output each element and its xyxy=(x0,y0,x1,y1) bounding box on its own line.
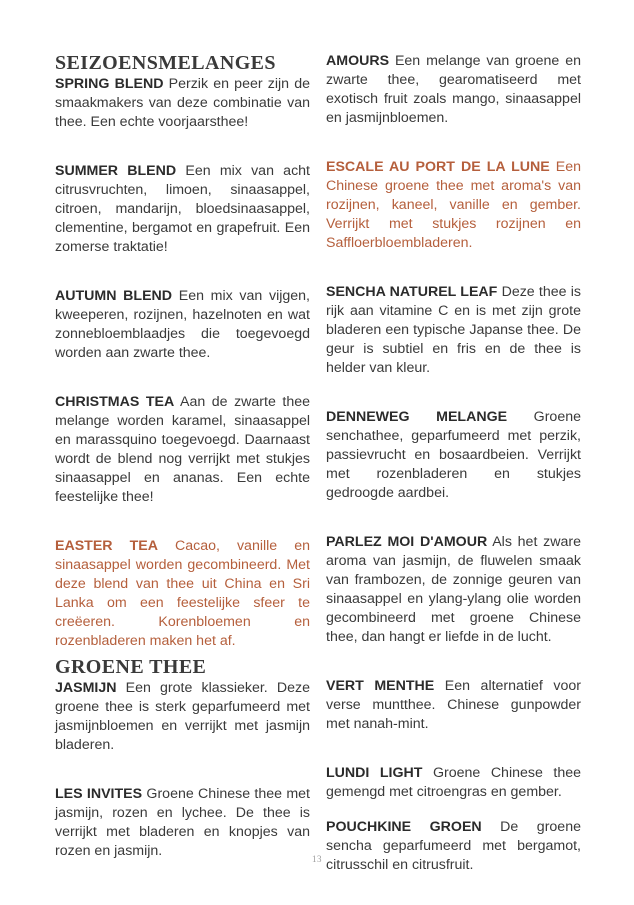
tea-name: ESCALE AU PORT DE LA LUNE xyxy=(326,159,550,175)
section-title-seizoensmelanges: SEIZOENSMELANGES xyxy=(55,52,276,74)
tea-entry-spring-blend xyxy=(55,75,310,132)
section-title-groene-thee: GROENE THEE xyxy=(55,656,207,678)
tea-name: AMOURS xyxy=(326,53,390,69)
tea-entry-denneweg-melange xyxy=(326,408,581,503)
left-column xyxy=(55,52,310,891)
tea-name: SUMMER BLEND xyxy=(55,163,177,179)
tea-name: SPRING BLEND xyxy=(55,76,164,92)
tea-entry-amours xyxy=(326,52,581,128)
tea-description: Een mix van vijgen, kweeperen, rozijnen, hazelnoten en wat zonnebloemblaadjes die toegevoegd worden aan zwarte thee. xyxy=(55,288,310,361)
tea-name: CHRISTMAS TEA xyxy=(55,394,175,410)
tea-description: Deze thee is rijk aan vitamine C en is met zijn grote bladeren een typische Japanse thee. De geur is subtiel en fris en de thee is helder van kleur. xyxy=(326,284,581,376)
tea-description: Cacao, vanille en sinaasappel worden gecombineerd. Met deze blend van thee uit China en Sri Lanka om een feestelijke sfeer te creëeren. Korenbloemen en rozenbladeren maken het af. xyxy=(55,538,310,649)
tea-name: JASMIJN xyxy=(55,680,117,696)
tea-entry-escale-au-port-de-la-lune xyxy=(326,158,581,253)
tea-name: EASTER TEA xyxy=(55,538,158,554)
tea-entry-vert-menthe xyxy=(326,677,581,734)
tea-description: Een grote klassieker. Deze groene thee is sterk geparfumeerd met jasmijnbloemen en verrijkt met jasmijn bladeren. xyxy=(55,680,310,753)
tea-name: SENCHA NATUREL LEAF xyxy=(326,284,498,300)
tea-description: Een Chinese groene thee met aroma's van rozijnen, kaneel, vanille en gember. Verrijkt met stukjes rozijnen en Saffloerbloembladeren. xyxy=(326,159,581,251)
right-column xyxy=(326,52,581,905)
tea-description: Aan de zwarte thee melange worden karamel, sinaasappel en marassquino toegevoegd. Daarnaast wordt de blend nog verrijkt met stukjes sinaasappel en ananas. Een echte feestelijke thee! xyxy=(55,394,311,505)
tea-entry-jasmijn xyxy=(55,679,310,755)
tea-entry-sencha-naturel-leaf xyxy=(326,283,581,378)
tea-name: LES INVITES xyxy=(55,786,143,802)
tea-name: PARLEZ MOI D'AMOUR xyxy=(326,534,488,550)
tea-description: Perzik en peer zijn de smaakmakers van deze combinatie van thee. Een echte voorjaarsthee! xyxy=(55,76,310,130)
tea-entry-pouchkine-groen xyxy=(326,818,581,875)
tea-description: Een mix van acht citrusvruchten, limoen, sinaasappel, citroen, mandarijn, bloedsinaasappel, clementine, bergamot en grapefruit. Een zomerse traktatie! xyxy=(55,163,310,255)
tea-description: Groene Chinese thee met jasmijn, rozen en lychee. De thee is verrijkt met bladeren en knopjes van rozen en jasmijn. xyxy=(55,786,311,859)
tea-name: POUCHKINE GROEN xyxy=(326,819,482,835)
tea-entry-autumn-blend xyxy=(55,287,310,363)
tea-entry-parlez-moi-d-amour xyxy=(326,533,581,647)
tea-name: VERT MENTHE xyxy=(326,678,435,694)
tea-description: Groene senchathee, geparfumeerd met perzik, passievrucht en bosaardbeien. Verrijkt met rozenbladeren en stukjes gedroogde aardbei. xyxy=(326,409,581,501)
tea-entry-summer-blend xyxy=(55,162,310,257)
tea-description: De groene sencha geparfumeerd met bergamot, citrusschil en citrusfruit. xyxy=(326,819,581,873)
tea-name: AUTUMN BLEND xyxy=(55,288,173,304)
tea-name: LUNDI LIGHT xyxy=(326,765,423,781)
page-number: 13 xyxy=(312,854,322,864)
tea-entry-lundi-light xyxy=(326,764,581,802)
tea-description: Een alternatief voor verse muntthee. Chinese gunpowder met nanah-mint. xyxy=(326,678,581,732)
tea-description: Als het zware aroma van jasmijn, de fluwelen smaak van frambozen, de zonnige geuren van sinaasappel en ylang-ylang olie worden gecombineerd met groene Chinese thee, dan hangt er liefde in de lucht. xyxy=(326,534,581,645)
tea-entry-easter-tea xyxy=(55,537,310,651)
tea-entry-les-invites xyxy=(55,785,310,861)
tea-entry-christmas-tea xyxy=(55,393,310,507)
tea-description: Groene Chinese thee gemengd met citroengras en gember. xyxy=(326,765,582,800)
tea-description: Een melange van groene en zwarte thee, gearomatiseerd met exotisch fruit zoals mango, sinaasappel en jasmijnbloemen. xyxy=(326,53,581,126)
tea-name: DENNEWEG MELANGE xyxy=(326,409,508,425)
